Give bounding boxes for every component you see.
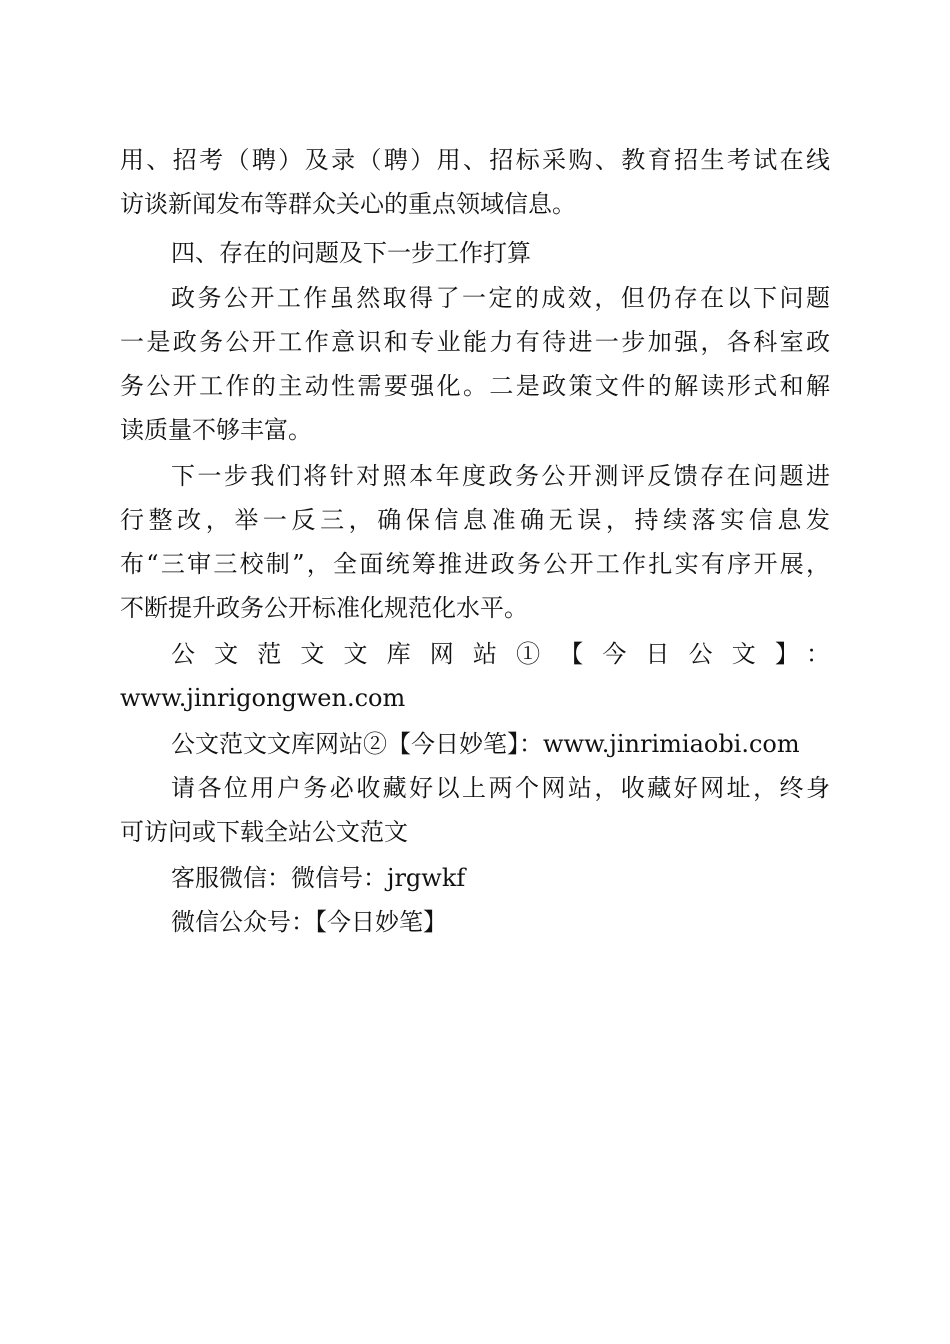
notice-line: 可访问或下载全站公文范文 xyxy=(120,818,408,846)
paragraph-line: 访谈新闻发布等群众关心的重点领域信息。 xyxy=(120,190,576,218)
paragraph-line: 政务公开工作虽然取得了一定的成效，但仍存在以下问题 xyxy=(171,284,830,312)
notice-line: 请各位用户务必收藏好以上两个网站，收藏好网址，终身 xyxy=(171,774,830,802)
customer-service-wechat: 客服微信：微信号：jrgwkf xyxy=(171,864,466,892)
paragraph-line: 行整改，举一反三，确保信息准确无误，持续落实信息发 xyxy=(120,506,830,534)
paragraph-line: 下一步我们将针对照本年度政务公开测评反馈存在问题进 xyxy=(171,462,830,490)
paragraph-line: 务公开工作的主动性需要强化。二是政策文件的解读形式和解 xyxy=(120,372,830,400)
paragraph-line: 读质量不够丰富。 xyxy=(120,416,312,444)
site-link-2[interactable]: 公文范文文库网站②【今日妙笔】：www.jinrimiaobi.com xyxy=(171,730,800,758)
wechat-official-account: 微信公众号：【今日妙笔】 xyxy=(171,908,447,936)
site-link-label-1: 公文范文文库网站①【今日公文】： xyxy=(171,640,830,668)
site-link-url-1[interactable]: www.jinrigongwen.com xyxy=(120,684,406,712)
paragraph-line: 用、招考（聘）及录（聘）用、招标采购、教育招生考试在线 xyxy=(120,146,830,174)
section-heading: 四、存在的问题及下一步工作打算 xyxy=(171,239,531,267)
paragraph-line: 布“三审三校制”，全面统筹推进政务公开工作扎实有序开展， xyxy=(120,550,830,578)
paragraph-line: 不断提升政务公开标准化规范化水平。 xyxy=(120,594,528,622)
paragraph-line: 一是政务公开工作意识和专业能力有待进一步加强，各科室政 xyxy=(120,328,830,356)
